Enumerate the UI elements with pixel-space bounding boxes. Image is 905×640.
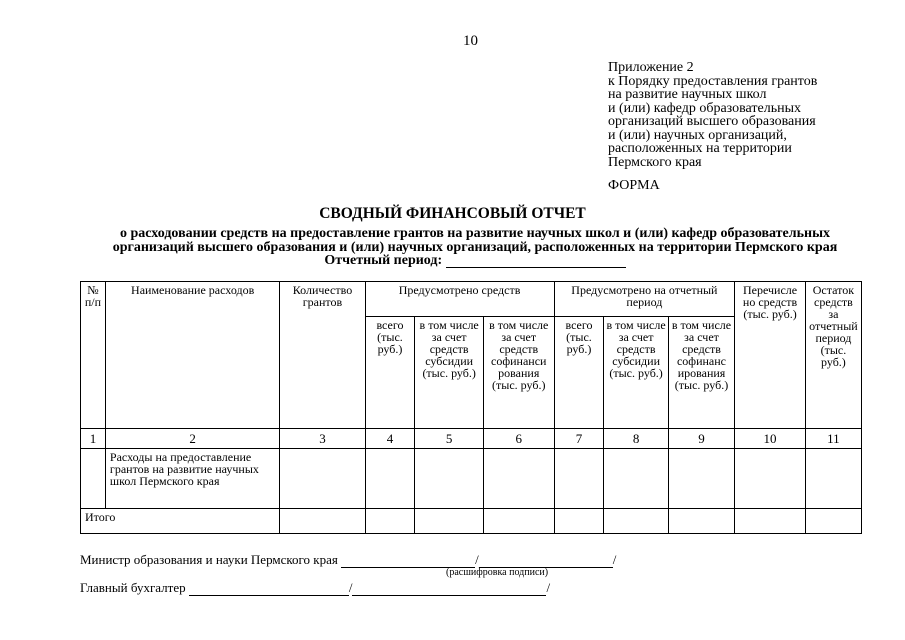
table-cell[interactable] [81,449,106,509]
table-cell[interactable] [554,449,604,509]
table-cell[interactable] [280,509,365,534]
header-cofinancing: в том числе за счет средств софинанси рования (тыс. руб.) [483,317,554,429]
header-total-period: всего (тыс. руб.) [554,317,604,429]
accountant-signature-field[interactable] [189,584,349,596]
reporting-period-label: Отчетный период: [324,253,443,268]
table-cell[interactable] [604,509,668,534]
minister-signature-row [80,552,616,568]
appendix-line: на развитие научных школ [608,87,767,102]
reporting-period-field[interactable] [446,255,626,268]
header-count: Количество грантов [280,282,365,429]
column-number: 6 [483,429,554,449]
table-cell[interactable] [805,449,861,509]
header-transferred: Перечисле но средств (тыс. руб.) [735,282,806,429]
appendix-line: организаций высшего образования [608,114,816,129]
table-cell[interactable] [554,509,604,534]
header-planned-period: Предусмотрено на отчетный период [554,282,735,317]
minister-label: Министр образования и науки Пермского края [80,552,338,567]
column-number: 4 [365,429,415,449]
column-number: 2 [105,429,279,449]
table-cell[interactable] [735,509,806,534]
document-title: СВОДНЫЙ ФИНАНСОВЫЙ ОТЧЕТ [319,205,586,222]
table-cell[interactable] [604,449,668,509]
column-number: 5 [415,429,484,449]
reporting-period [60,254,890,268]
page-number: 10 [463,33,478,49]
header-total: всего (тыс. руб.) [365,317,415,429]
slash: / [348,580,353,595]
accountant-signature-row [80,580,550,596]
column-number: 10 [735,429,806,449]
slash: / [612,552,617,567]
appendix-line: и (или) научных организаций, [608,127,787,143]
table-cell[interactable] [483,449,554,509]
appendix-line: и (или) кафедр образовательных [608,100,801,116]
form-label: ФОРМА [608,178,660,193]
column-number: 1 [81,429,106,449]
table-cell[interactable] [668,509,734,534]
accountant-name-field[interactable] [352,584,546,596]
table-cell[interactable] [415,509,484,534]
signature-hint: (расшифровка подписи) [446,567,549,578]
table-cell[interactable] [483,509,554,534]
column-number: 9 [668,429,734,449]
appendix-line: Пермского края [608,154,702,170]
appendix-line: к Порядку предоставления грантов [608,73,818,89]
expense-row-label: Расходы на предоставление грантов на развитие научных школ Пермского края [105,449,279,509]
table-cell[interactable] [415,449,484,509]
header-subsidy-period: в том числе за счет средств субсидии (тыс. руб.) [604,317,668,429]
table-cell[interactable] [280,449,365,509]
header-planned: Предусмотрено средств [365,282,554,317]
slash: / [475,552,479,567]
column-number: 11 [805,429,861,449]
header-num: № п/п [81,282,106,429]
table-cell[interactable] [365,509,415,534]
appendix-block [608,61,817,169]
header-subsidy: в том числе за счет средств субсидии (тыс. руб.) [415,317,484,429]
slash: / [546,580,551,595]
table-cell[interactable] [365,449,415,509]
column-number: 3 [280,429,365,449]
report-table [80,281,862,534]
accountant-label: Главный бухгалтер [80,580,186,595]
header-name: Наименование расходов [105,282,279,429]
column-number: 8 [604,429,668,449]
subtitle-line-1: о расходовании средств на предоставление грантов на развитие научных школ и (или) кафедр образовательных [119,226,831,241]
header-cofinancing-period: в том числе за счет средств софинанс ирования (тыс. руб.) [668,317,734,429]
total-row-label: Итого [81,509,280,534]
column-number: 7 [554,429,604,449]
subtitle-line-2: организаций высшего образования и (или) научных организаций, расположенных на территории Пермского края [112,239,838,255]
document-subtitle [60,227,890,268]
appendix-line: Приложение 2 [608,60,694,75]
table-cell[interactable] [805,509,861,534]
header-balance: Остаток средств за отчетный период (тыс. руб.) [805,282,861,429]
table-cell[interactable] [735,449,806,509]
table-cell[interactable] [668,449,734,509]
appendix-line: расположенных на территории [608,141,792,156]
